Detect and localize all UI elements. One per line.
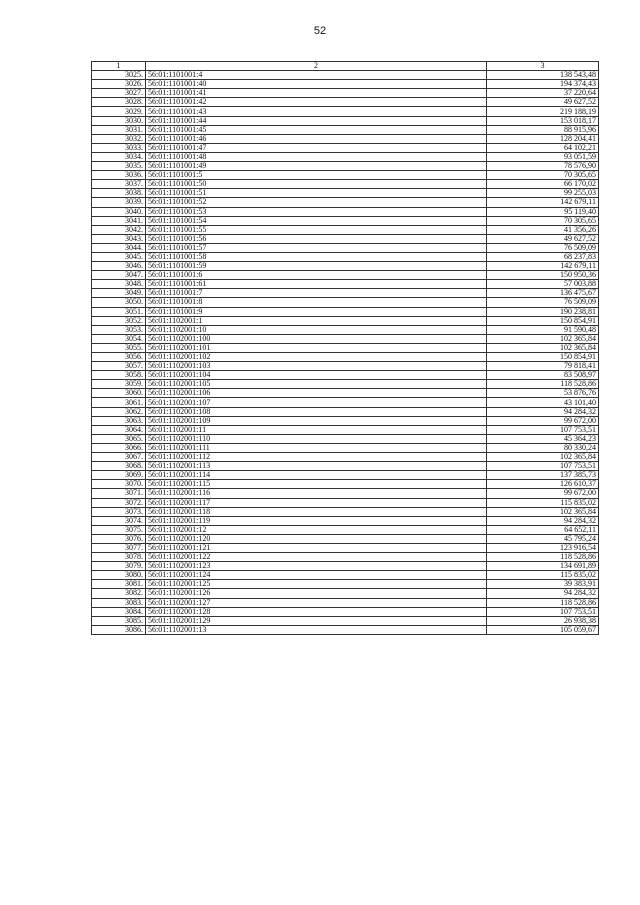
table-row [92, 262, 599, 271]
row-number-cell: 3065. [92, 434, 146, 443]
cadastral-number-cell: 56:01:1101001:59 [146, 262, 487, 271]
row-number-cell: 3064. [92, 425, 146, 434]
value-cell: 150 854,91 [487, 316, 599, 325]
cadastral-number-cell: 56:01:1101001:58 [146, 252, 487, 261]
cadastral-number-cell: 56:01:1101001:47 [146, 143, 487, 152]
value-cell: 45 364,23 [487, 434, 599, 443]
cadastral-number-cell: 56:01:1101001:46 [146, 134, 487, 143]
table-row [92, 71, 599, 80]
row-number-cell: 3051. [92, 307, 146, 316]
cadastral-number-cell: 56:01:1101001:56 [146, 234, 487, 243]
value-cell: 57 003,88 [487, 280, 599, 289]
value-cell: 95 119,40 [487, 207, 599, 216]
row-number-cell: 3035. [92, 162, 146, 171]
cadastral-number-cell: 56:01:1101001:55 [146, 225, 487, 234]
row-number-cell: 3070. [92, 480, 146, 489]
table-row [92, 434, 599, 443]
table-row [92, 225, 599, 234]
row-number-cell: 3075. [92, 525, 146, 534]
row-number-cell: 3032. [92, 134, 146, 143]
cadastral-number-cell: 56:01:1101001:57 [146, 243, 487, 252]
table-row [92, 107, 599, 116]
cadastral-number-cell: 56:01:1101001:54 [146, 216, 487, 225]
cadastral-number-cell: 56:01:1102001:107 [146, 398, 487, 407]
row-number-cell: 3038. [92, 189, 146, 198]
cadastral-number-cell: 56:01:1101001:45 [146, 125, 487, 134]
cadastral-number-cell: 56:01:1101001:53 [146, 207, 487, 216]
value-cell: 138 543,48 [487, 71, 599, 80]
row-number-cell: 3049. [92, 289, 146, 298]
table-row [92, 143, 599, 152]
value-cell: 70 305,65 [487, 171, 599, 180]
value-cell: 49 627,52 [487, 98, 599, 107]
row-number-cell: 3078. [92, 553, 146, 562]
registry-table [91, 61, 599, 635]
cadastral-number-cell: 56:01:1102001:119 [146, 516, 487, 525]
cadastral-number-cell: 56:01:1102001:116 [146, 489, 487, 498]
value-cell: 194 374,43 [487, 80, 599, 89]
table-row [92, 216, 599, 225]
row-number-cell: 3047. [92, 271, 146, 280]
table-row [92, 580, 599, 589]
value-cell: 64 102,21 [487, 143, 599, 152]
row-number-cell: 3036. [92, 171, 146, 180]
row-number-cell: 3069. [92, 471, 146, 480]
row-number-cell: 3033. [92, 143, 146, 152]
value-cell: 26 938,38 [487, 616, 599, 625]
value-cell: 83 508,97 [487, 371, 599, 380]
value-cell: 94 284,32 [487, 516, 599, 525]
row-number-cell: 3031. [92, 125, 146, 134]
cadastral-number-cell: 56:01:1101001:8 [146, 298, 487, 307]
table-row [92, 134, 599, 143]
table-row [92, 289, 599, 298]
table-row [92, 298, 599, 307]
row-number-cell: 3077. [92, 543, 146, 552]
row-number-cell: 3071. [92, 489, 146, 498]
table-row [92, 371, 599, 380]
table-row [92, 607, 599, 616]
cadastral-number-cell: 56:01:1102001:12 [146, 525, 487, 534]
table-row [92, 116, 599, 125]
table-row [92, 471, 599, 480]
value-cell: 107 753,51 [487, 607, 599, 616]
cadastral-number-cell: 56:01:1102001:102 [146, 353, 487, 362]
table-row [92, 171, 599, 180]
value-cell: 88 915,96 [487, 125, 599, 134]
row-number-cell: 3030. [92, 116, 146, 125]
cadastral-number-cell: 56:01:1101001:5 [146, 171, 487, 180]
value-cell: 128 204,41 [487, 134, 599, 143]
value-cell: 78 576,90 [487, 162, 599, 171]
value-cell: 190 238,81 [487, 307, 599, 316]
cadastral-number-cell: 56:01:1102001:101 [146, 343, 487, 352]
row-number-cell: 3045. [92, 252, 146, 261]
cadastral-number-cell: 56:01:1102001:10 [146, 325, 487, 334]
row-number-cell: 3029. [92, 107, 146, 116]
row-number-cell: 3046. [92, 262, 146, 271]
table-row [92, 443, 599, 452]
cadastral-number-cell: 56:01:1102001:100 [146, 334, 487, 343]
table-row [92, 316, 599, 325]
cadastral-number-cell: 56:01:1101001:42 [146, 98, 487, 107]
cadastral-number-cell: 56:01:1102001:111 [146, 443, 487, 452]
cadastral-number-cell: 56:01:1101001:9 [146, 307, 487, 316]
value-cell: 64 652,11 [487, 525, 599, 534]
column-header-value: 3 [487, 62, 599, 71]
row-number-cell: 3061. [92, 398, 146, 407]
table-row [92, 571, 599, 580]
row-number-cell: 3055. [92, 343, 146, 352]
table-row [92, 252, 599, 261]
value-cell: 136 475,67 [487, 289, 599, 298]
column-header-number: 1 [92, 62, 146, 71]
cadastral-number-cell: 56:01:1101001:49 [146, 162, 487, 171]
table-row [92, 271, 599, 280]
value-cell: 102 365,84 [487, 453, 599, 462]
table-row [92, 80, 599, 89]
row-number-cell: 3027. [92, 89, 146, 98]
value-cell: 68 237,83 [487, 252, 599, 261]
value-cell: 142 679,11 [487, 198, 599, 207]
row-number-cell: 3081. [92, 580, 146, 589]
row-number-cell: 3086. [92, 625, 146, 634]
cadastral-number-cell: 56:01:1102001:118 [146, 507, 487, 516]
table-row [92, 152, 599, 161]
table-row [92, 198, 599, 207]
value-cell: 107 753,51 [487, 462, 599, 471]
table-row [92, 553, 599, 562]
table-row [92, 125, 599, 134]
table-row [92, 89, 599, 98]
value-cell: 150 950,36 [487, 271, 599, 280]
page-number: 52 [313, 25, 327, 37]
row-number-cell: 3066. [92, 443, 146, 452]
value-cell: 91 590,48 [487, 325, 599, 334]
table-row [92, 516, 599, 525]
value-cell: 99 672,00 [487, 489, 599, 498]
table-row [92, 98, 599, 107]
table-row [92, 543, 599, 552]
table-row [92, 534, 599, 543]
table-row [92, 462, 599, 471]
cadastral-number-cell: 56:01:1101001:61 [146, 280, 487, 289]
table-row [92, 425, 599, 434]
value-cell: 99 255,03 [487, 189, 599, 198]
value-cell: 70 305,65 [487, 216, 599, 225]
value-cell: 118 528,86 [487, 598, 599, 607]
table-row [92, 162, 599, 171]
cadastral-number-cell: 56:01:1102001:125 [146, 580, 487, 589]
table-row [92, 343, 599, 352]
cadastral-number-cell: 56:01:1101001:52 [146, 198, 487, 207]
row-number-cell: 3058. [92, 371, 146, 380]
cadastral-number-cell: 56:01:1102001:115 [146, 480, 487, 489]
cadastral-number-cell: 56:01:1101001:50 [146, 180, 487, 189]
value-cell: 118 528,86 [487, 380, 599, 389]
value-cell: 99 672,00 [487, 416, 599, 425]
value-cell: 126 610,37 [487, 480, 599, 489]
table-row [92, 498, 599, 507]
table-row [92, 562, 599, 571]
row-number-cell: 3068. [92, 462, 146, 471]
table-row [92, 480, 599, 489]
row-number-cell: 3076. [92, 534, 146, 543]
row-number-cell: 3060. [92, 389, 146, 398]
row-number-cell: 3056. [92, 353, 146, 362]
value-cell: 115 835,02 [487, 498, 599, 507]
row-number-cell: 3040. [92, 207, 146, 216]
cadastral-number-cell: 56:01:1102001:109 [146, 416, 487, 425]
cadastral-number-cell: 56:01:1102001:110 [146, 434, 487, 443]
row-number-cell: 3079. [92, 562, 146, 571]
cadastral-number-cell: 56:01:1102001:127 [146, 598, 487, 607]
value-cell: 79 818,41 [487, 362, 599, 371]
cadastral-number-cell: 56:01:1101001:41 [146, 89, 487, 98]
value-cell: 43 101,40 [487, 398, 599, 407]
value-cell: 41 356,26 [487, 225, 599, 234]
row-number-cell: 3063. [92, 416, 146, 425]
value-cell: 150 854,91 [487, 353, 599, 362]
value-cell: 102 365,84 [487, 343, 599, 352]
value-cell: 66 170,02 [487, 180, 599, 189]
table-row [92, 407, 599, 416]
row-number-cell: 3039. [92, 198, 146, 207]
cadastral-number-cell: 56:01:1102001:13 [146, 625, 487, 634]
table-row [92, 325, 599, 334]
column-header-cadastral: 2 [146, 62, 487, 71]
row-number-cell: 3044. [92, 243, 146, 252]
table-row [92, 507, 599, 516]
table-row [92, 234, 599, 243]
cadastral-number-cell: 56:01:1102001:104 [146, 371, 487, 380]
row-number-cell: 3025. [92, 71, 146, 80]
value-cell: 219 188,19 [487, 107, 599, 116]
cadastral-number-cell: 56:01:1101001:4 [146, 71, 487, 80]
cadastral-number-cell: 56:01:1102001:123 [146, 562, 487, 571]
row-number-cell: 3054. [92, 334, 146, 343]
value-cell: 39 383,91 [487, 580, 599, 589]
row-number-cell: 3083. [92, 598, 146, 607]
table-row [92, 207, 599, 216]
table-row [92, 489, 599, 498]
value-cell: 118 528,86 [487, 553, 599, 562]
row-number-cell: 3050. [92, 298, 146, 307]
row-number-cell: 3041. [92, 216, 146, 225]
table-row [92, 416, 599, 425]
table-row [92, 453, 599, 462]
table-row [92, 525, 599, 534]
value-cell: 49 627,52 [487, 234, 599, 243]
cadastral-number-cell: 56:01:1102001:108 [146, 407, 487, 416]
cadastral-number-cell: 56:01:1102001:122 [146, 553, 487, 562]
row-number-cell: 3062. [92, 407, 146, 416]
row-number-cell: 3059. [92, 380, 146, 389]
value-cell: 76 509,09 [487, 298, 599, 307]
cadastral-number-cell: 56:01:1101001:7 [146, 289, 487, 298]
row-number-cell: 3084. [92, 607, 146, 616]
table-row [92, 389, 599, 398]
table-row [92, 243, 599, 252]
cadastral-number-cell: 56:01:1101001:48 [146, 152, 487, 161]
cadastral-number-cell: 56:01:1102001:128 [146, 607, 487, 616]
table-row [92, 589, 599, 598]
row-number-cell: 3042. [92, 225, 146, 234]
cadastral-number-cell: 56:01:1102001:117 [146, 498, 487, 507]
value-cell: 80 330,24 [487, 443, 599, 452]
table-row [92, 353, 599, 362]
row-number-cell: 3057. [92, 362, 146, 371]
value-cell: 123 916,54 [487, 543, 599, 552]
table-row [92, 189, 599, 198]
table-row [92, 180, 599, 189]
table-row [92, 398, 599, 407]
cadastral-number-cell: 56:01:1102001:103 [146, 362, 487, 371]
row-number-cell: 3085. [92, 616, 146, 625]
table-row [92, 362, 599, 371]
value-cell: 115 835,02 [487, 571, 599, 580]
value-cell: 153 018,17 [487, 116, 599, 125]
table-row [92, 334, 599, 343]
value-cell: 137 385,73 [487, 471, 599, 480]
value-cell: 134 691,89 [487, 562, 599, 571]
row-number-cell: 3067. [92, 453, 146, 462]
table-row [92, 380, 599, 389]
row-number-cell: 3073. [92, 507, 146, 516]
row-number-cell: 3072. [92, 498, 146, 507]
cadastral-number-cell: 56:01:1101001:6 [146, 271, 487, 280]
cadastral-number-cell: 56:01:1101001:43 [146, 107, 487, 116]
value-cell: 45 795,24 [487, 534, 599, 543]
row-number-cell: 3052. [92, 316, 146, 325]
cadastral-number-cell: 56:01:1101001:51 [146, 189, 487, 198]
table-row [92, 280, 599, 289]
table-body [92, 71, 599, 635]
value-cell: 94 284,32 [487, 407, 599, 416]
row-number-cell: 3080. [92, 571, 146, 580]
value-cell: 93 051,59 [487, 152, 599, 161]
row-number-cell: 3053. [92, 325, 146, 334]
value-cell: 142 679,11 [487, 262, 599, 271]
cadastral-number-cell: 56:01:1102001:124 [146, 571, 487, 580]
cadastral-number-cell: 56:01:1102001:1 [146, 316, 487, 325]
value-cell: 76 509,09 [487, 243, 599, 252]
value-cell: 53 876,76 [487, 389, 599, 398]
row-number-cell: 3034. [92, 152, 146, 161]
table-row [92, 625, 599, 634]
table-row [92, 307, 599, 316]
row-number-cell: 3082. [92, 589, 146, 598]
cadastral-number-cell: 56:01:1102001:106 [146, 389, 487, 398]
cadastral-number-cell: 56:01:1102001:11 [146, 425, 487, 434]
row-number-cell: 3074. [92, 516, 146, 525]
value-cell: 102 365,84 [487, 334, 599, 343]
table-row [92, 598, 599, 607]
value-cell: 107 753,51 [487, 425, 599, 434]
cadastral-number-cell: 56:01:1102001:114 [146, 471, 487, 480]
row-number-cell: 3043. [92, 234, 146, 243]
cadastral-number-cell: 56:01:1102001:121 [146, 543, 487, 552]
cadastral-number-cell: 56:01:1102001:105 [146, 380, 487, 389]
table-header-row [92, 62, 599, 71]
cadastral-number-cell: 56:01:1101001:44 [146, 116, 487, 125]
row-number-cell: 3026. [92, 80, 146, 89]
cadastral-number-cell: 56:01:1101001:40 [146, 80, 487, 89]
row-number-cell: 3048. [92, 280, 146, 289]
table-row [92, 616, 599, 625]
value-cell: 94 284,32 [487, 589, 599, 598]
value-cell: 105 059,67 [487, 625, 599, 634]
value-cell: 102 365,84 [487, 507, 599, 516]
value-cell: 37 220,64 [487, 89, 599, 98]
cadastral-number-cell: 56:01:1102001:120 [146, 534, 487, 543]
row-number-cell: 3037. [92, 180, 146, 189]
cadastral-number-cell: 56:01:1102001:112 [146, 453, 487, 462]
row-number-cell: 3028. [92, 98, 146, 107]
cadastral-number-cell: 56:01:1102001:113 [146, 462, 487, 471]
cadastral-number-cell: 56:01:1102001:129 [146, 616, 487, 625]
cadastral-number-cell: 56:01:1102001:126 [146, 589, 487, 598]
